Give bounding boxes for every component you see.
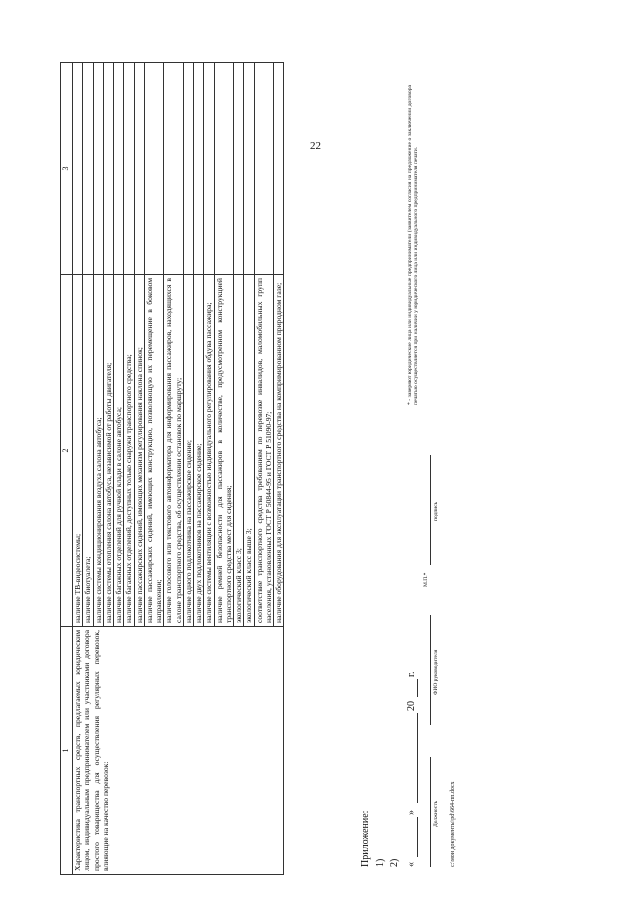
- header-cell-1: 1: [61, 627, 73, 875]
- value-cell: [183, 63, 193, 275]
- value-cell: [93, 63, 103, 275]
- header-cell-3: 3: [61, 63, 73, 275]
- year-blank-line: [417, 679, 418, 697]
- stamp-label: М.П.*: [423, 572, 429, 587]
- characteristic-item-cell: наличие двух подлокотников на пассажирское сидение;: [194, 275, 204, 627]
- characteristic-item-cell: наличие багажных отделений для ручной клади в салоне автобуса;: [114, 275, 124, 627]
- value-cell: [194, 63, 204, 275]
- characteristic-item-cell: наличие ТВ-видеосистемы;: [73, 275, 83, 627]
- value-cell: [274, 63, 284, 275]
- file-path: c:\мои документы\pd\664-пп.docx: [450, 781, 456, 867]
- characteristic-item-cell: наличие биотуалета;: [83, 275, 93, 627]
- value-cell: [144, 63, 164, 275]
- characteristic-item-cell: наличие голосового или текстового автоинформатора для информирования пассажиров, находящихся в салоне транспортного средства, об осуществлении остановок по маршруту;: [164, 275, 184, 627]
- month-blank-line: [417, 713, 418, 803]
- rotated-page-content: [60, 35, 460, 875]
- position-line: [430, 757, 431, 867]
- header-cell-2: 2: [61, 275, 73, 627]
- year-prefix: 20: [406, 701, 417, 711]
- value-cell: [244, 63, 254, 275]
- characteristic-item-cell: экологический класс выше 3;: [244, 275, 254, 627]
- attachment-item-2: 2): [389, 858, 400, 867]
- value-cell: [83, 63, 93, 275]
- characteristic-item-cell: наличие пассажирских сидений, имеющих механизм регулирования наклона спинок;: [134, 275, 144, 627]
- characteristic-item-cell: экологический класс 3;: [234, 275, 244, 627]
- characteristic-item-cell: наличие одного подлокотника на пассажирское сидение;: [183, 275, 193, 627]
- value-cell: [234, 63, 244, 275]
- characteristic-item-cell: наличие системы вентиляции с возможностью индивидуального регулирования обдува пассажира;: [204, 275, 214, 627]
- date-open-quote: «: [406, 862, 417, 867]
- value-cell: [73, 63, 83, 275]
- attachments-title: Приложение:: [360, 810, 371, 867]
- table-row: [73, 63, 83, 875]
- characteristic-item-cell: наличие оборудования для эксплуатации транспортного средства на компримированном природном газе;: [274, 275, 284, 627]
- characteristic-item-cell: наличие багажных отделений, доступных только снаружи транспортного средства;: [124, 275, 134, 627]
- full-name-label: ФИО руководителя: [433, 649, 439, 695]
- signature-label: подпись: [433, 501, 439, 521]
- signature-line: [430, 455, 431, 565]
- day-blank-line: [417, 817, 418, 857]
- value-cell: [164, 63, 184, 275]
- page-number: 22: [310, 140, 321, 152]
- characteristics-description-cell: Характеристика транспортных средств, предлагаемых юридическим лицом, индивидуальным предпринимателем или участниками договора простого товарищества для осуществления регулярных перевозок, влияющие на качество перевозок:: [73, 627, 284, 875]
- characteristic-item-cell: наличие системы отопления салона автобуса, независимой от работы двигателя;: [103, 275, 113, 627]
- year-suffix: г.: [406, 671, 417, 677]
- footnote: * - заверяют юридические лица или индивидуальные предприниматели (заявителем согласия на предложение о заключении договора печатью осуществляется при наличии у юридического лица или индивидуального предпринимателя печати.: [407, 85, 420, 405]
- characteristic-item-cell: соответствие транспортного средства требованиям по перевозке инвалидов, маломобильных групп населения, установленных ГОСТ Р 50844-95 и ГОСТ Р 51090-97;: [254, 275, 274, 627]
- table-header-row: [61, 63, 73, 875]
- value-cell: [134, 63, 144, 275]
- value-cell: [103, 63, 113, 275]
- value-cell: [204, 63, 214, 275]
- value-cell: [124, 63, 134, 275]
- characteristic-item-cell: наличие системы кондиционирования воздуха салона автобуса;: [93, 275, 103, 627]
- value-cell: [254, 63, 274, 275]
- value-cell: [214, 63, 234, 275]
- attachment-item-1: 1): [375, 858, 386, 867]
- characteristic-item-cell: наличие пассажирских сидений, имеющих конструкцию, позволяющую их перемещение в боковом направлении;: [144, 275, 164, 627]
- date-close-quote: »: [406, 810, 417, 815]
- value-cell: [114, 63, 124, 275]
- characteristics-table: [60, 62, 284, 875]
- characteristic-item-cell: наличие ремней безопасности для пассажиров в количестве, предусмотренном конструкцией транспортного средства мест для сидения;: [214, 275, 234, 627]
- name-line: [430, 615, 431, 725]
- position-label: Должность: [433, 800, 439, 827]
